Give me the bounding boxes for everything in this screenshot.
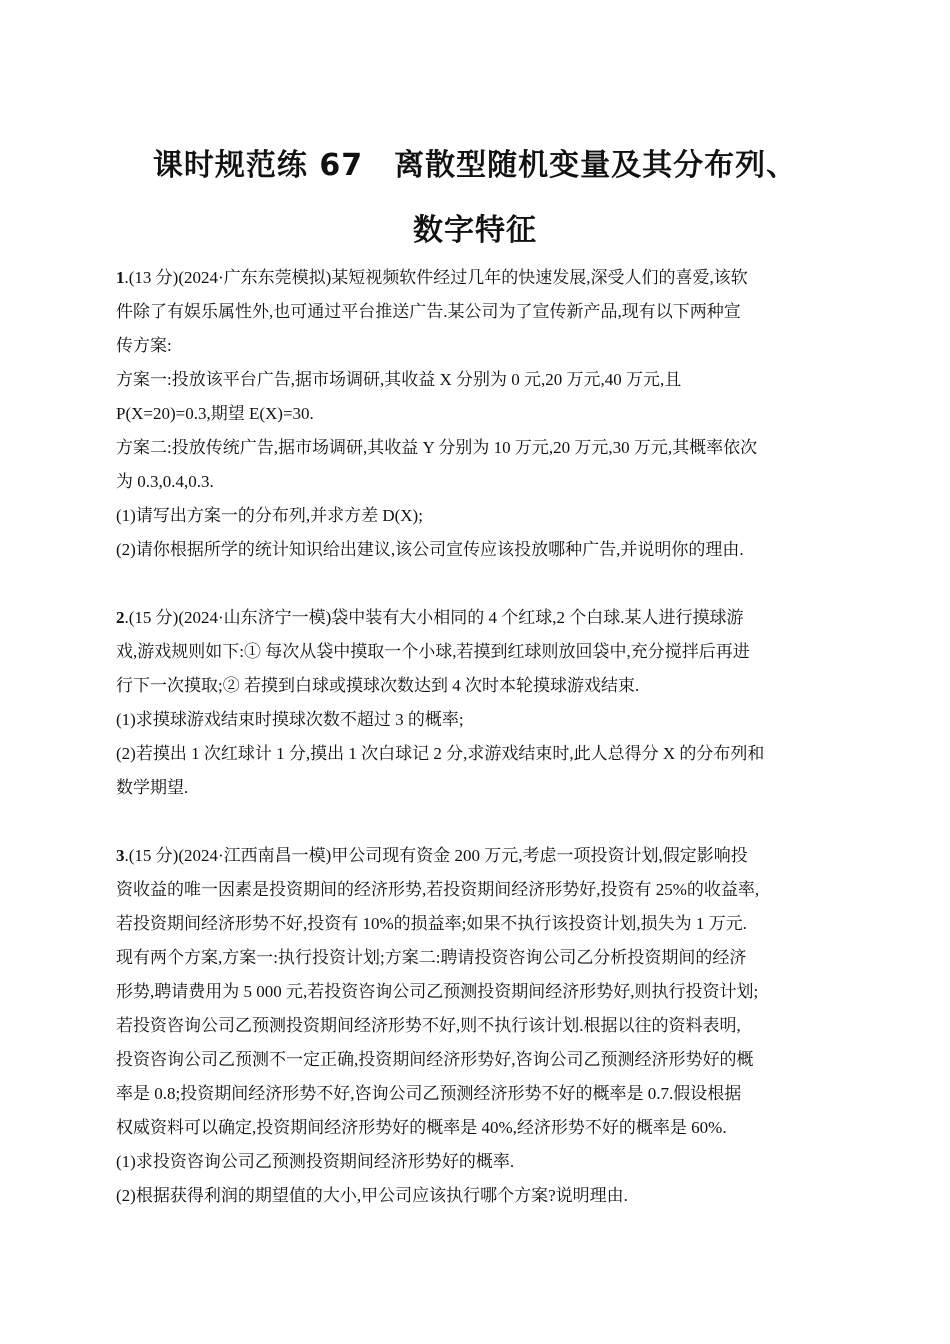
problem-line: 投资咨询公司乙预测不一定正确,投资期间经济形势好,咨询公司乙预测经济形势好的概 <box>116 1050 754 1069</box>
problem-text: .(15 分)(2024·山东济宁一模)袋中装有大小相同的 4 个红球,2 个白球.某人进行摸球游 <box>124 608 744 627</box>
problem-line: P(X=20)=0.3,期望 E(X)=30. <box>116 404 314 423</box>
problem-line <box>116 601 846 635</box>
problem-number: 3 <box>116 846 125 865</box>
problem-text: .(15 分)(2024·江西南昌一模)甲公司现有资金 200 万元,考虑一项投资计划,假定影响投 <box>124 846 748 865</box>
problem-2 <box>116 601 846 805</box>
problem-number: 2 <box>116 608 125 627</box>
page-title-continued: 数字特征 <box>413 213 537 248</box>
problem-line: 行下一次摸取;② 若摸到白球或摸球次数达到 4 次时本轮摸球游戏结束. <box>116 676 640 695</box>
problem-line: 权威资料可以确定,投资期间经济形势好的概率是 40%,经济形势不好的概率是 60%. <box>116 1118 727 1137</box>
problem-line: 若投资期间经济形势不好,投资有 10%的损益率;如果不执行该投资计划,损失为 1 万元. <box>116 914 747 933</box>
problem-3 <box>116 839 846 1213</box>
sub-question: (1)求投资咨询公司乙预测投资期间经济形势好的概率. <box>116 1152 515 1171</box>
sub-question: (2)请你根据所学的统计知识给出建议,该公司宣传应该投放哪种广告,并说明你的理由. <box>116 540 744 559</box>
problem-line: 为 0.3,0.4,0.3. <box>116 472 214 491</box>
page-title: 课时规范练 67 离散型随机变量及其分布列、 <box>152 148 798 183</box>
problem-line: 方案二:投放传统广告,据市场调研,其收益 Y 分别为 10 万元,20 万元,30 万元,其概率依次 <box>116 438 758 457</box>
problem-line: 戏,游戏规则如下:① 每次从袋中摸取一个小球,若摸到红球则放回袋中,充分搅拌后再进 <box>116 642 750 661</box>
sub-question: (1)求摸球游戏结束时摸球次数不超过 3 的概率; <box>116 710 464 729</box>
problem-line: 资收益的唯一因素是投资期间的经济形势,若投资期间经济形势好,投资有 25%的收益率, <box>116 880 760 899</box>
problem-line: 若投资咨询公司乙预测投资期间经济形势不好,则不执行该计划.根据以往的资料表明, <box>116 1016 741 1035</box>
problem-line: 传方案: <box>116 336 172 355</box>
problem-line: 件除了有娱乐属性外,也可通过平台推送广告.某公司为了宣传新产品,现有以下两种宣 <box>116 302 741 321</box>
problem-list <box>116 261 846 1213</box>
problem-1 <box>116 261 846 567</box>
problem-line: 率是 0.8;投资期间经济形势不好,咨询公司乙预测经济形势不好的概率是 0.7.假设根据 <box>116 1084 742 1103</box>
problem-line <box>116 839 846 873</box>
sub-question: (1)请写出方案一的分布列,并求方差 D(X); <box>116 506 423 525</box>
problem-line: 方案一:投放该平台广告,据市场调研,其收益 X 分别为 0 元,20 万元,40 万元,且 <box>116 370 682 389</box>
problem-line: 现有两个方案,方案一:执行投资计划;方案二:聘请投资咨询公司乙分析投资期间的经济 <box>116 948 747 967</box>
problem-line: 形势,聘请费用为 5 000 元,若投资咨询公司乙预测投资期间经济形势好,则执行投资计划; <box>116 982 759 1001</box>
problem-line <box>116 261 846 295</box>
sub-question: 数学期望. <box>116 778 189 797</box>
problem-text: .(13 分)(2024·广东东莞模拟)某短视频软件经过几年的快速发展,深受人们的喜爱,该软 <box>124 268 748 287</box>
sub-question: (2)根据获得利润的期望值的大小,甲公司应该执行哪个方案?说明理由. <box>116 1186 628 1205</box>
problem-number: 1 <box>116 268 125 287</box>
sub-question: (2)若摸出 1 次红球计 1 分,摸出 1 次白球记 2 分,求游戏结束时,此人总得分 X 的分布列和 <box>116 744 765 763</box>
